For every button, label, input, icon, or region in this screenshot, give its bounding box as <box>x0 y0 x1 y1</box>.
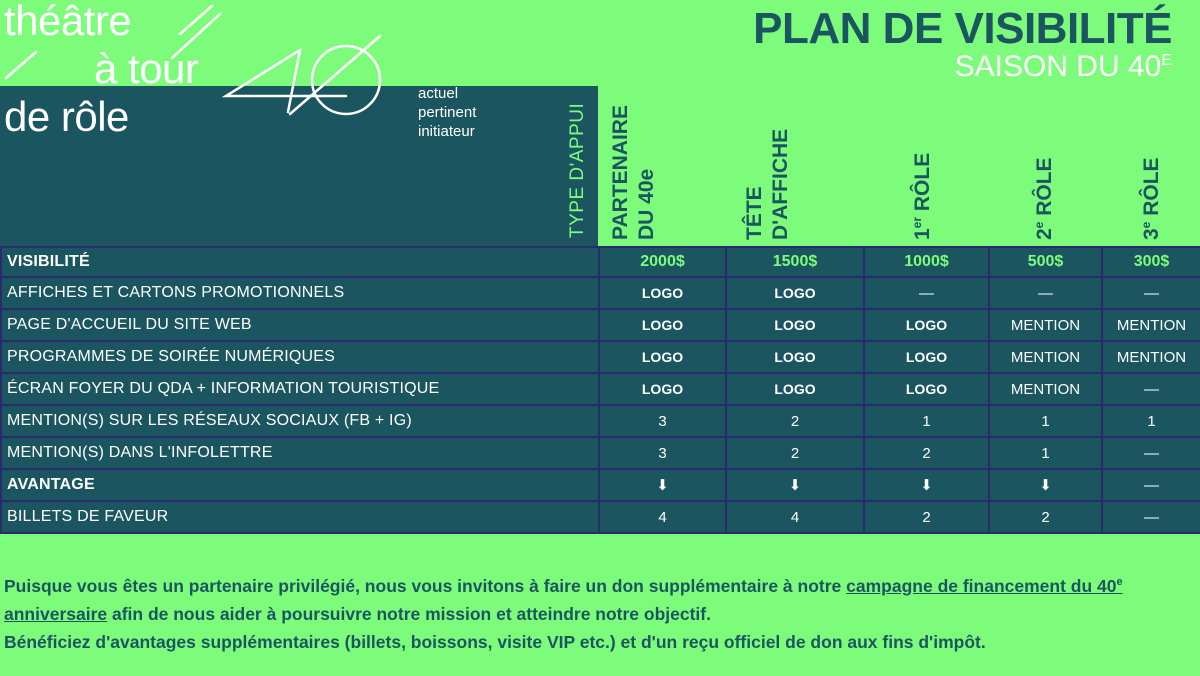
table-cell: LOGO <box>726 373 864 405</box>
table-cell: LOGO <box>599 373 726 405</box>
table-cell: 1 <box>864 405 989 437</box>
brand-line-2: à tour <box>94 45 199 92</box>
col-head-partenaire: PARTENAIRE DU 40e <box>609 105 658 240</box>
row-label: AFFICHES ET CARTONS PROMOTIONNELS <box>1 277 599 309</box>
row-label: MENTION(S) SUR LES RÉSEAUX SOCIAUX (FB + IG) <box>1 405 599 437</box>
footer-text: Puisque vous êtes un partenaire privilégié, nous vous invitons à faire un don supplémentaire à notre campagne de financement du 40e anniversaire afin de nous aider à poursuivre notre mission et atteindre notre objectif. Bénéficiez d'avantages supplémentaires (billets, boissons, visite VIP etc.) et d'un reçu officiel de don aux fins d'impôt. <box>4 575 1123 652</box>
table-cell: 1 <box>1102 405 1200 437</box>
table-cell: 1 <box>989 437 1102 469</box>
table-cell: LOGO <box>864 309 989 341</box>
brand-line-1: théâtre <box>4 0 132 44</box>
table-cell: — <box>1102 469 1200 501</box>
table-cell: LOGO <box>864 373 989 405</box>
table-cell: LOGO <box>726 341 864 373</box>
col-head-2e-role: 2e RÔLE <box>1032 157 1056 240</box>
table-row <box>1 341 1200 373</box>
row-label: PAGE D'ACCUEIL DU SITE WEB <box>1 309 599 341</box>
row-label: VISIBILITÉ <box>1 247 599 277</box>
table-cell: 2000$ <box>599 247 726 277</box>
table-row <box>1 405 1200 437</box>
page-title: PLAN DE VISIBILITÉ <box>753 4 1172 53</box>
table-cell: ⬇ <box>726 469 864 501</box>
table-cell: 2 <box>726 405 864 437</box>
table-cell: 3 <box>599 437 726 469</box>
table-cell: 2 <box>726 437 864 469</box>
table-cell: LOGO <box>599 309 726 341</box>
table-cell: — <box>1102 373 1200 405</box>
col-head-3e-role: 3e RÔLE <box>1139 157 1163 240</box>
table-cell: 1500$ <box>726 247 864 277</box>
table-cell: 2 <box>864 437 989 469</box>
table-cell: 2 <box>864 501 989 533</box>
table-cell: — <box>1102 277 1200 309</box>
row-label: ÉCRAN FOYER DU QDA + INFORMATION TOURISTIQUE <box>1 373 599 405</box>
logo-40-graphic <box>0 0 600 246</box>
table-cell: 500$ <box>989 247 1102 277</box>
table-cell: 1 <box>989 405 1102 437</box>
col-head-1er-role: 1er RÔLE <box>910 152 934 240</box>
table-cell: MENTION <box>1102 341 1200 373</box>
table-cell: 3 <box>599 405 726 437</box>
table-cell: LOGO <box>599 341 726 373</box>
tagline-2: pertinent <box>418 104 477 121</box>
table-cell: MENTION <box>989 373 1102 405</box>
page-subtitle: SAISON DU $40^E$ <box>954 50 1172 83</box>
row-label: BILLETS DE FAVEUR <box>1 501 599 533</box>
table-cell: ⬇ <box>864 469 989 501</box>
table-cell: MENTION <box>1102 309 1200 341</box>
col-head-tete-affiche: TÊTE D'AFFICHE <box>743 128 792 240</box>
table-cell: MENTION <box>989 309 1102 341</box>
table-row <box>1 373 1200 405</box>
table-cell: 2 <box>989 501 1102 533</box>
table-cell: ⬇ <box>989 469 1102 501</box>
table-row <box>1 469 1200 501</box>
table-row <box>1 309 1200 341</box>
table-cell: MENTION <box>989 341 1102 373</box>
row-label: AVANTAGE <box>1 469 599 501</box>
tagline-3: initiateur <box>418 123 475 140</box>
table-cell: 4 <box>599 501 726 533</box>
table-cell: ⬇ <box>599 469 726 501</box>
campaign-link[interactable]: campagne de financement du 40e anniversaire <box>4 575 1123 624</box>
table-cell: 300$ <box>1102 247 1200 277</box>
footer-benefits: Bénéficiez d'avantages supplémentaires (billets, boissons, visite VIP etc.) et d'un reçu officiel de don aux fins d'impôt. <box>4 631 986 652</box>
table-row <box>1 247 1200 277</box>
table-cell: LOGO <box>726 309 864 341</box>
table-row <box>1 437 1200 469</box>
table-row <box>1 277 1200 309</box>
theatre-logo <box>0 0 600 246</box>
table-cell: LOGO <box>599 277 726 309</box>
table-cell: — <box>1102 437 1200 469</box>
brand-line-3: de rôle <box>4 93 129 140</box>
type-appui-label: TYPE D'APPUI <box>567 102 588 238</box>
table-cell: LOGO <box>864 341 989 373</box>
row-label: PROGRAMMES DE SOIRÉE NUMÉRIQUES <box>1 341 599 373</box>
visibility-table <box>0 246 1200 534</box>
table-cell: LOGO <box>726 277 864 309</box>
table-cell: 1000$ <box>864 247 989 277</box>
table-cell: — <box>989 277 1102 309</box>
row-label: MENTION(S) DANS L'INFOLETTRE <box>1 437 599 469</box>
column-headers <box>598 86 1200 246</box>
table-cell: 4 <box>726 501 864 533</box>
table-cell: — <box>864 277 989 309</box>
table-cell: — <box>1102 501 1200 533</box>
table-row <box>1 501 1200 533</box>
tagline-1: actuel <box>418 85 459 102</box>
